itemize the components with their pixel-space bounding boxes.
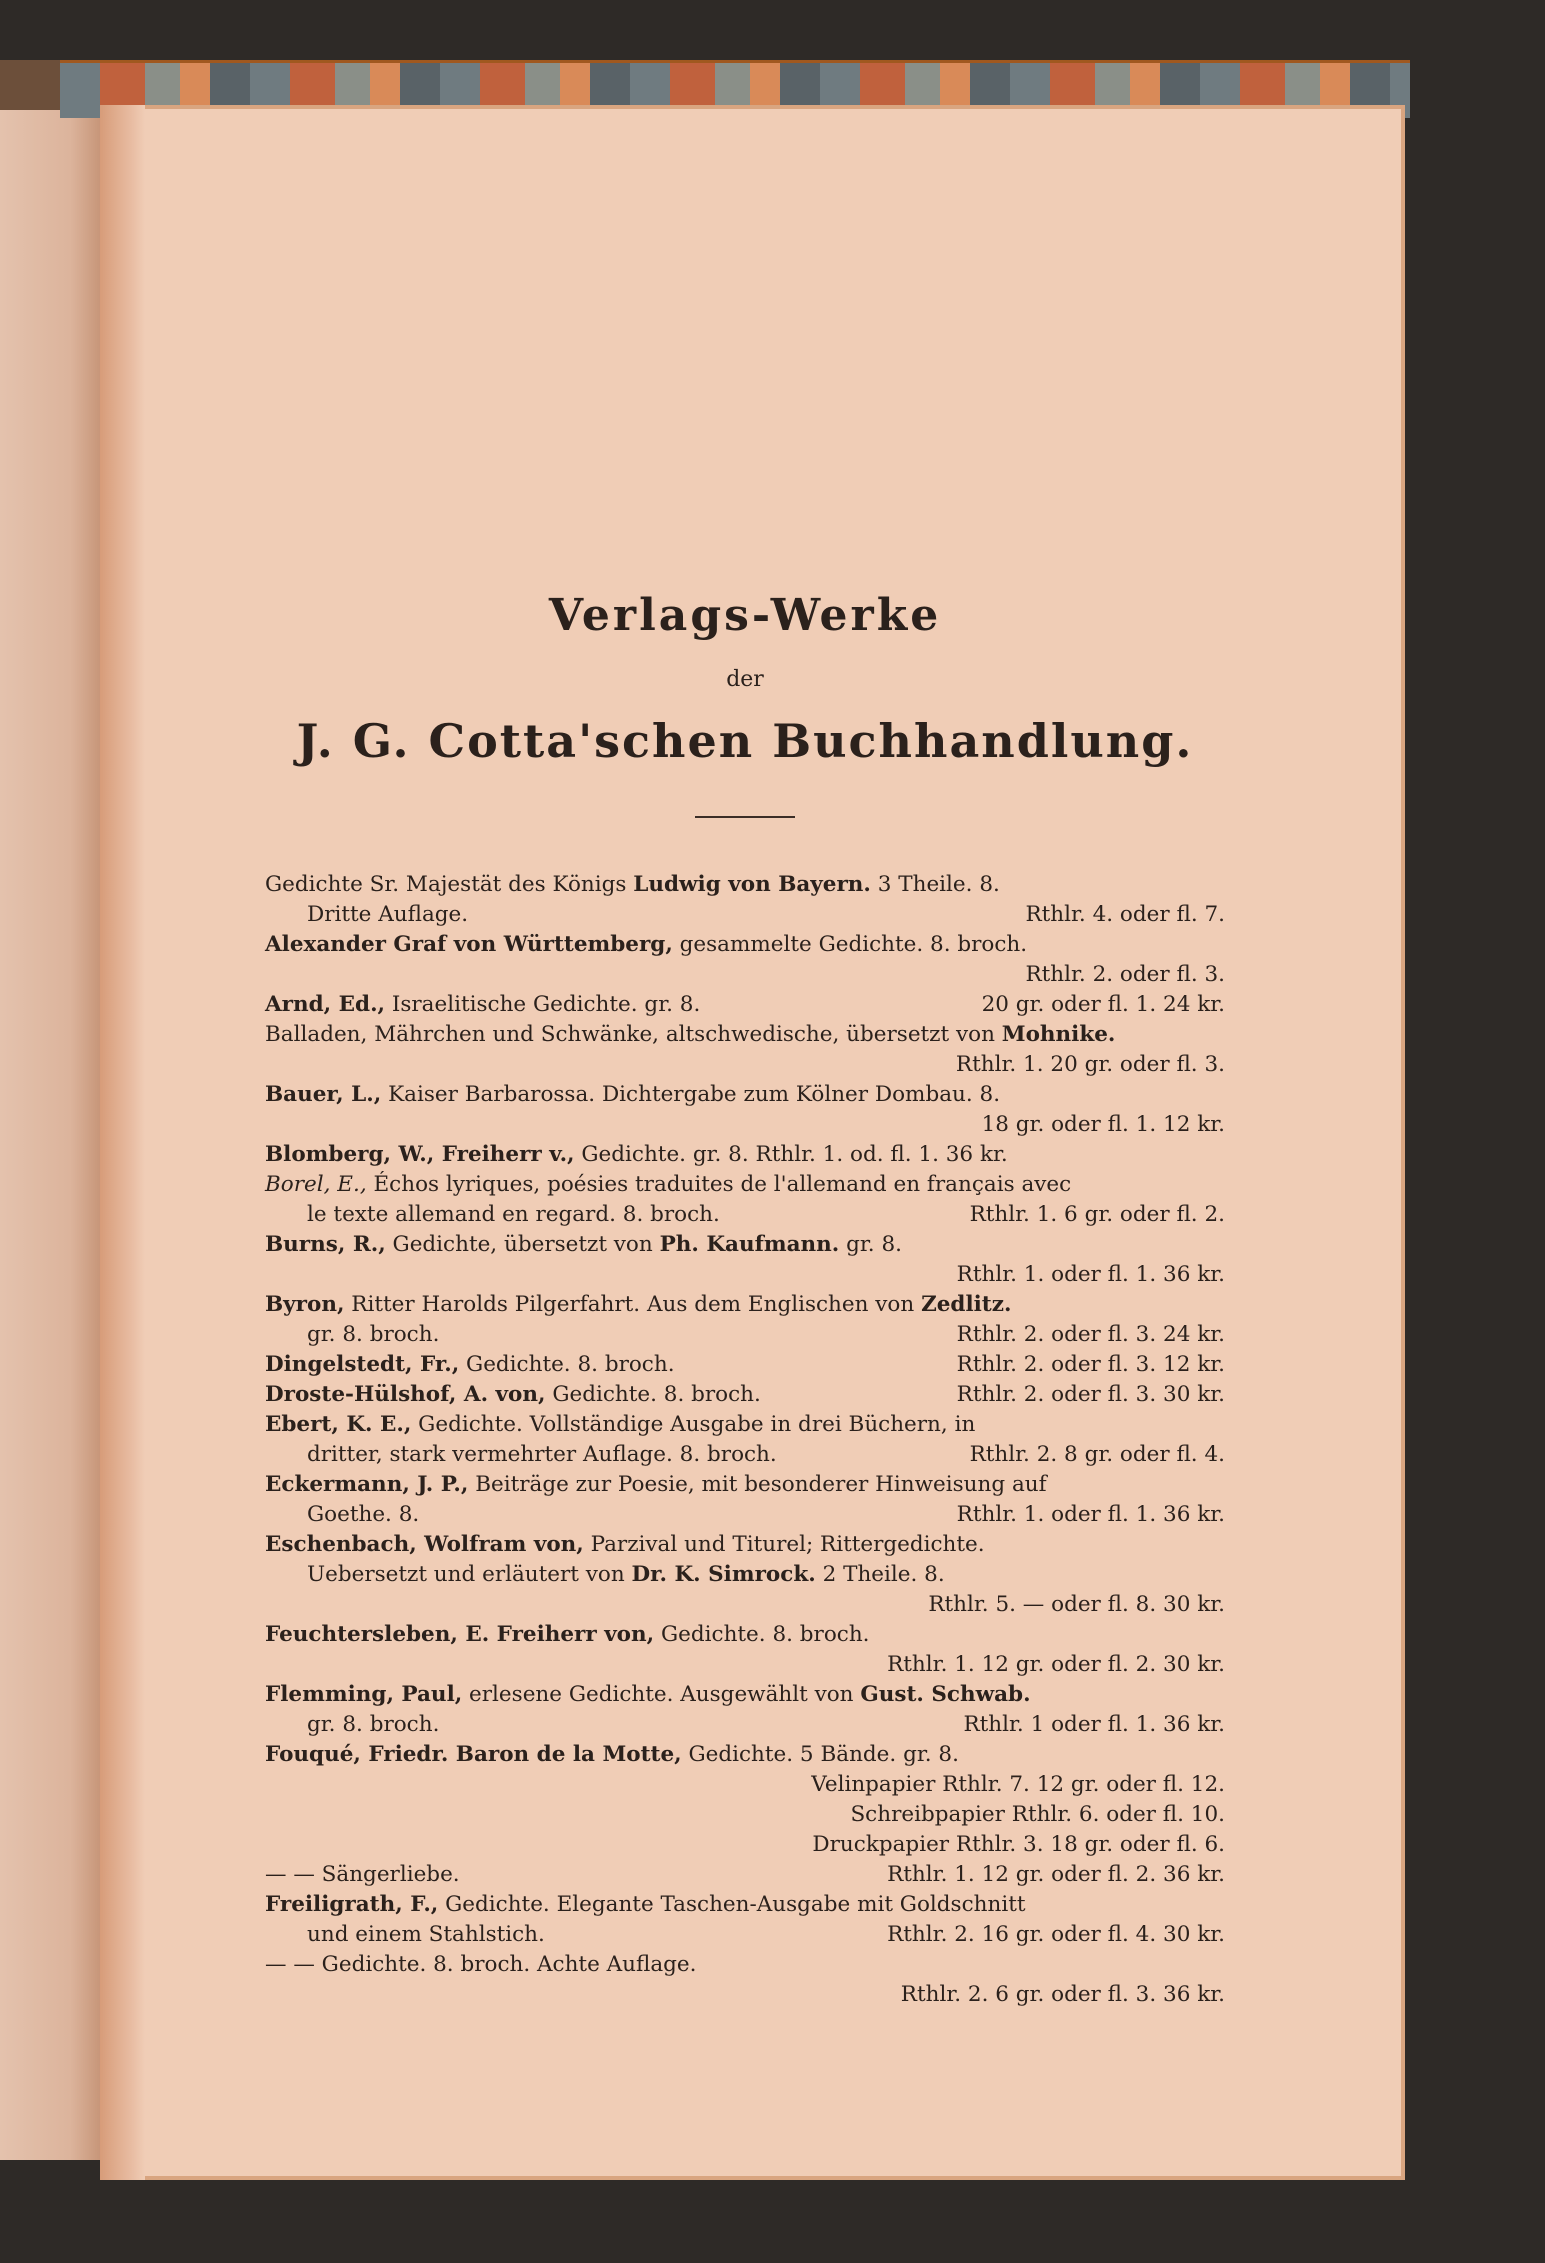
catalog-entry — [265, 1950, 1225, 2010]
entry-text: Gedichte. gr. 8. Rthlr. 1. od. fl. 1. 36 kr. — [574, 1142, 1008, 1167]
entry-line — [265, 1740, 1225, 1770]
entry-line — [265, 1350, 1225, 1380]
entry-price: Rthlr. 2. oder fl. 3. 30 kr. — [956, 1382, 1225, 1407]
entry-price: Rthlr. 5. — oder fl. 8. 30 kr. — [928, 1592, 1225, 1617]
entry-price: Rthlr. 2. oder fl. 3. — [1025, 962, 1225, 987]
entry-author: Flemming, Paul, — [265, 1682, 463, 1707]
entry-text: — — Gedichte. 8. broch. Achte Auflage. — [265, 1952, 697, 1977]
entry-text: Gedichte Sr. Majestät des Königs — [265, 872, 634, 897]
entry-price: Rthlr. 1. oder fl. 1. 36 kr. — [956, 1502, 1225, 1527]
entry-text: dritter, stark vermehrter Auflage. 8. broch. — [307, 1442, 777, 1467]
catalog-entry — [265, 1380, 1225, 1410]
entry-price: Rthlr. 1. 12 gr. oder fl. 2. 36 kr. — [887, 1862, 1225, 1887]
entry-line — [265, 1770, 1225, 1800]
entry-author: Bauer, L., — [265, 1082, 382, 1107]
entry-text: Uebersetzt und erläutert von — [307, 1562, 632, 1587]
entry-price: Velinpapier Rthlr. 7. 12 gr. oder fl. 12. — [811, 1772, 1225, 1797]
divider — [695, 816, 795, 818]
entry-line — [265, 870, 1225, 900]
entry-price: Rthlr. 2. 8 gr. oder fl. 4. — [969, 1442, 1225, 1467]
catalog-entry — [265, 1140, 1225, 1170]
entry-line — [265, 1560, 1225, 1590]
catalog-entry — [265, 990, 1225, 1020]
entry-author: Feuchtersleben, E. Freiherr von, — [265, 1622, 655, 1647]
catalog-entry — [265, 1680, 1225, 1740]
entry-text: Gedichte. Elegante Taschen-Ausgabe mit Goldschnitt — [438, 1892, 1026, 1917]
catalog-entry — [265, 1350, 1225, 1380]
catalog-entry — [265, 1290, 1225, 1350]
page-content — [265, 590, 1225, 2010]
entry-price: Rthlr. 1 oder fl. 1. 36 kr. — [963, 1712, 1225, 1737]
entry-line — [265, 1860, 1225, 1890]
catalog-list — [265, 870, 1225, 2010]
entry-line — [265, 960, 1225, 990]
publisher-name: J. G. Cotta'schen Buchhandlung. — [296, 714, 1194, 768]
entry-price: 18 gr. oder fl. 1. 12 kr. — [981, 1112, 1225, 1137]
left-page — [0, 110, 100, 2160]
catalog-entry — [265, 1080, 1225, 1140]
entry-editor: Zedlitz. — [921, 1292, 1012, 1317]
catalog-entry — [265, 1170, 1225, 1230]
entry-price: Rthlr. 2. oder fl. 3. 24 kr. — [956, 1322, 1225, 1347]
entry-text: Israelitische Gedichte. gr. 8. — [385, 992, 701, 1017]
entry-text: Gedichte. 8. broch. — [654, 1622, 870, 1647]
entry-text: le texte allemand en regard. 8. broch. — [307, 1202, 720, 1227]
entry-author: Byron, — [265, 1292, 345, 1317]
entry-text: Échos lyriques, poésies traduites de l'allemand en français avec — [366, 1172, 1072, 1197]
entry-price: Rthlr. 1. 12 gr. oder fl. 2. 30 kr. — [887, 1652, 1225, 1677]
entry-text: Gedichte. 8. broch. — [459, 1352, 675, 1377]
entry-price: 20 gr. oder fl. 1. 24 kr. — [981, 992, 1225, 1017]
entry-line — [265, 1080, 1225, 1110]
entry-line — [265, 1530, 1225, 1560]
catalog-entry — [265, 870, 1225, 930]
entry-editor: Ph. Kaufmann. — [659, 1232, 840, 1257]
entry-author: Blomberg, W., Freiherr v., — [265, 1142, 575, 1167]
entry-price: Rthlr. 1. 6 gr. oder fl. 2. — [969, 1202, 1225, 1227]
entry-text: Ritter Harolds Pilgerfahrt. Aus dem Englischen von — [344, 1292, 922, 1317]
entry-author: Dingelstedt, Fr., — [265, 1352, 460, 1377]
entry-line — [265, 1440, 1225, 1470]
entry-text: Parzival und Titurel; Rittergedichte. — [583, 1532, 985, 1557]
entry-text: Balladen, Mährchen und Schwänke, altschwedische, übersetzt von — [265, 1022, 1002, 1047]
entry-editor: Gust. Schwab. — [860, 1682, 1031, 1707]
entry-line — [265, 1290, 1225, 1320]
entry-line — [265, 1800, 1225, 1830]
entry-line — [265, 1110, 1225, 1140]
entry-text: Gedichte. Vollständige Ausgabe in drei Büchern, in — [411, 1412, 976, 1437]
entry-line — [265, 1410, 1225, 1440]
catalog-entry — [265, 1470, 1225, 1530]
entry-line — [265, 1980, 1225, 2010]
entry-line — [265, 1170, 1225, 1200]
entry-price: Rthlr. 4. oder fl. 7. — [1025, 902, 1225, 927]
entry-line — [265, 1920, 1225, 1950]
catalog-entry — [265, 1890, 1225, 1950]
entry-author: Alexander Graf von Württemberg, — [265, 932, 673, 957]
entry-text: 3 Theile. 8. — [870, 872, 1000, 897]
entry-line — [265, 990, 1225, 1020]
entry-text: Gedichte. 8. broch. — [545, 1382, 761, 1407]
catalog-entry — [265, 930, 1225, 990]
entry-author: Arnd, Ed., — [265, 992, 386, 1017]
entry-text: Gedichte, übersetzt von — [385, 1232, 660, 1257]
entry-author: Droste-Hülshof, A. von, — [265, 1382, 546, 1407]
entry-line — [265, 1020, 1225, 1050]
catalog-entry — [265, 1620, 1225, 1680]
entry-text: gesammelte Gedichte. 8. broch. — [672, 932, 1028, 957]
entry-price: Druckpapier Rthlr. 3. 18 gr. oder fl. 6. — [812, 1832, 1225, 1857]
entry-line — [265, 1230, 1225, 1260]
entry-translator: Mohnike. — [1001, 1022, 1116, 1047]
entry-price: Rthlr. 1. oder fl. 1. 36 kr. — [956, 1262, 1225, 1287]
entry-price: Rthlr. 2. oder fl. 3. 12 kr. — [956, 1352, 1225, 1377]
heading-der: der — [726, 667, 764, 692]
entry-line — [265, 1950, 1225, 1980]
entry-text: Dritte Auflage. — [307, 902, 469, 927]
entry-text: gr. 8. broch. — [307, 1712, 440, 1737]
entry-author: Ludwig von Bayern. — [633, 872, 871, 897]
entry-price: Schreibpapier Rthlr. 6. oder fl. 10. — [850, 1802, 1225, 1827]
entry-author: Burns, R., — [265, 1232, 386, 1257]
entry-line — [265, 1380, 1225, 1410]
entry-author: Ebert, K. E., — [265, 1412, 412, 1437]
entry-line — [265, 1890, 1225, 1920]
entry-text: 2 Theile. 8. — [815, 1562, 945, 1587]
entry-line — [265, 930, 1225, 960]
entry-line — [265, 1650, 1225, 1680]
catalog-entry — [265, 1740, 1225, 1860]
entry-text: gr. 8. — [839, 1232, 902, 1257]
catalog-entry — [265, 1230, 1225, 1290]
entry-text: Beiträge zur Poesie, mit besonderer Hinweisung auf — [468, 1472, 1047, 1497]
entry-line — [265, 1710, 1225, 1740]
catalog-entry — [265, 1860, 1225, 1890]
entry-text: erlesene Gedichte. Ausgewählt von — [462, 1682, 861, 1707]
entry-author: Eschenbach, Wolfram von, — [265, 1532, 584, 1557]
catalog-entry — [265, 1410, 1225, 1470]
entry-text: Gedichte. 5 Bände. gr. 8. — [681, 1742, 959, 1767]
entry-line — [265, 1590, 1225, 1620]
entry-line — [265, 1470, 1225, 1500]
page-title: Verlags-Werke — [548, 590, 942, 641]
entry-line — [265, 1620, 1225, 1650]
entry-price: Rthlr. 1. 20 gr. oder fl. 3. — [955, 1052, 1225, 1077]
entry-text: gr. 8. broch. — [307, 1322, 440, 1347]
entry-line — [265, 1500, 1225, 1530]
catalog-entry — [265, 1020, 1225, 1080]
entry-line — [265, 1320, 1225, 1350]
entry-price: Rthlr. 2. 6 gr. oder fl. 3. 36 kr. — [900, 1982, 1225, 2007]
page-gutter — [100, 105, 145, 2180]
entry-line — [265, 1050, 1225, 1080]
catalog-entry — [265, 1530, 1225, 1620]
entry-text: Goethe. 8. — [307, 1502, 420, 1527]
entry-text: und einem Stahlstich. — [307, 1922, 545, 1947]
entry-line — [265, 1140, 1225, 1170]
entry-price: Rthlr. 2. 16 gr. oder fl. 4. 30 kr. — [887, 1922, 1225, 1947]
entry-line — [265, 1260, 1225, 1290]
entry-line — [265, 1200, 1225, 1230]
entry-line — [265, 1680, 1225, 1710]
entry-editor: Dr. K. Simrock. — [631, 1562, 816, 1587]
entry-author: Borel, E., — [265, 1172, 367, 1197]
entry-line — [265, 900, 1225, 930]
entry-author: Eckermann, J. P., — [265, 1472, 469, 1497]
entry-text: Kaiser Barbarossa. Dichtergabe zum Kölner Dombau. 8. — [381, 1082, 1001, 1107]
entry-line — [265, 1830, 1225, 1860]
entry-text: — — Sängerliebe. — [265, 1862, 460, 1887]
entry-author: Fouqué, Friedr. Baron de la Motte, — [265, 1742, 682, 1767]
entry-author: Freiligrath, F., — [265, 1892, 439, 1917]
